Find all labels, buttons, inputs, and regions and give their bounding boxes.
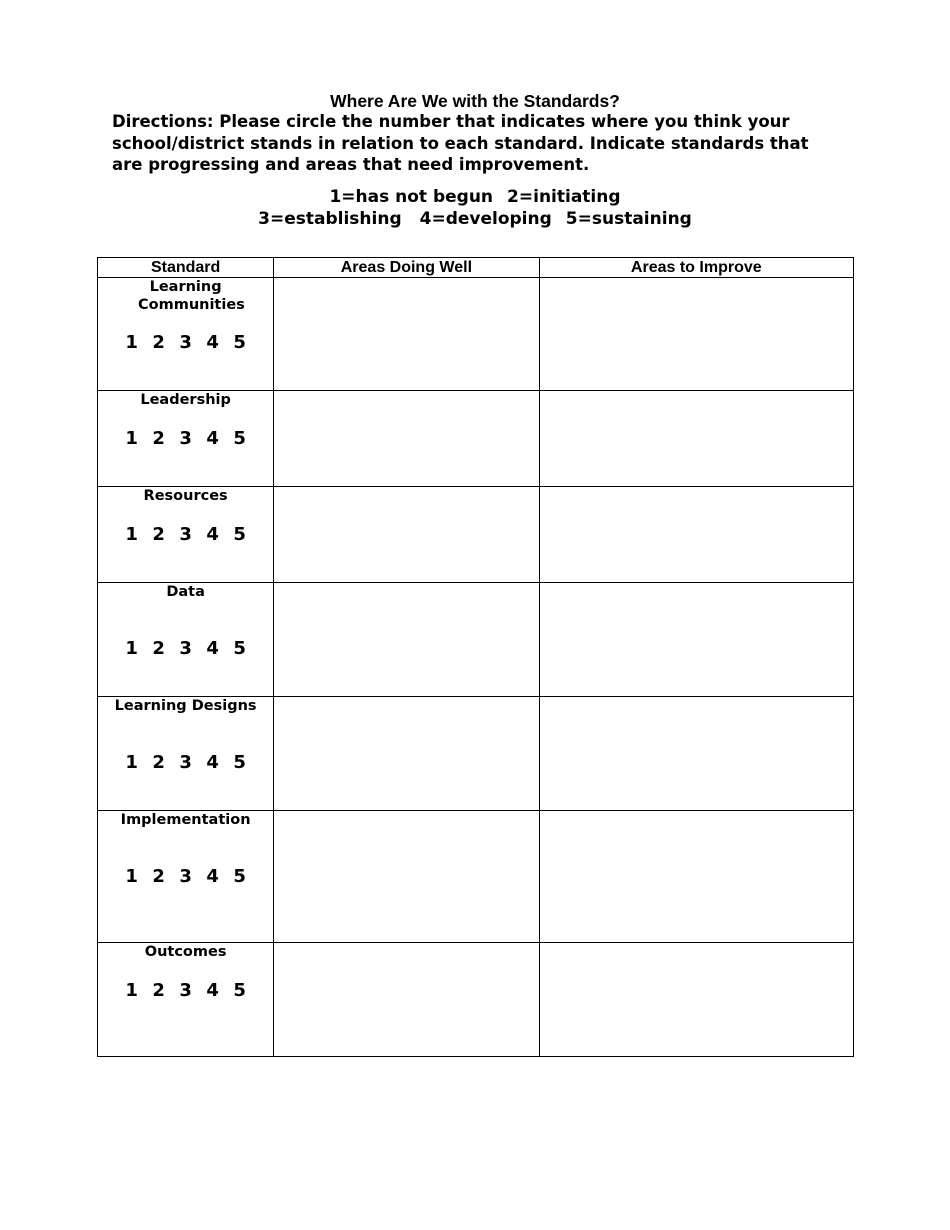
areas-doing-well-cell[interactable] [274, 583, 539, 697]
areas-to-improve-cell[interactable] [539, 811, 853, 943]
table-row [98, 943, 854, 1057]
rating-3[interactable]: 3 [179, 979, 192, 1001]
rating-3[interactable]: 3 [179, 637, 192, 659]
rating-4[interactable]: 4 [206, 751, 219, 773]
standard-cell [98, 391, 274, 487]
rating-5[interactable]: 5 [233, 979, 246, 1001]
standard-name: Leadership [140, 392, 231, 408]
areas-doing-well-cell[interactable] [274, 943, 539, 1057]
rating-4[interactable]: 4 [206, 979, 219, 1001]
rating-2[interactable]: 2 [152, 979, 165, 1001]
scale-line-1 [0, 186, 950, 208]
rating-4[interactable]: 4 [206, 427, 219, 449]
areas-to-improve-cell[interactable] [539, 391, 853, 487]
rating-options [98, 752, 273, 774]
standard-cell [98, 697, 274, 811]
rating-5[interactable]: 5 [233, 427, 246, 449]
rating-2[interactable]: 2 [152, 523, 165, 545]
standards-table [97, 257, 854, 1057]
areas-to-improve-cell[interactable] [539, 487, 853, 583]
table-row [98, 697, 854, 811]
rating-2[interactable]: 2 [152, 751, 165, 773]
scale-item-4: 4=developing [419, 209, 552, 229]
rating-5[interactable]: 5 [233, 865, 246, 887]
rating-1[interactable]: 1 [125, 523, 138, 545]
standard-cell [98, 943, 274, 1057]
standard-cell [98, 583, 274, 697]
rating-4[interactable]: 4 [206, 523, 219, 545]
table-row [98, 811, 854, 943]
standard-name: Implementation [120, 812, 251, 828]
rating-2[interactable]: 2 [152, 865, 165, 887]
rating-5[interactable]: 5 [233, 523, 246, 545]
rating-3[interactable]: 3 [179, 332, 192, 353]
areas-to-improve-cell[interactable] [539, 943, 853, 1057]
areas-to-improve-cell[interactable] [539, 278, 853, 391]
rating-1[interactable]: 1 [125, 427, 138, 449]
table-row [98, 487, 854, 583]
rating-options [98, 638, 273, 660]
scale-item-5: 5=sustaining [565, 209, 692, 229]
rating-options [98, 332, 273, 354]
rating-3[interactable]: 3 [179, 523, 192, 545]
areas-doing-well-cell[interactable] [274, 811, 539, 943]
rating-3[interactable]: 3 [179, 427, 192, 449]
table-row [98, 583, 854, 697]
rating-2[interactable]: 2 [152, 637, 165, 659]
rating-options [98, 980, 273, 1002]
rating-5[interactable]: 5 [233, 637, 246, 659]
header-areas-doing-well: Areas Doing Well [274, 258, 539, 278]
standard-name: Learning Communities [138, 279, 245, 313]
rating-2[interactable]: 2 [152, 427, 165, 449]
header-standard: Standard [98, 258, 274, 278]
rating-scale-legend [0, 186, 950, 230]
standard-cell [98, 811, 274, 943]
scale-item-2: 2=initiating [507, 187, 621, 207]
scale-item-3: 3=establishing [258, 209, 402, 229]
rating-3[interactable]: 3 [179, 751, 192, 773]
rating-5[interactable]: 5 [233, 332, 246, 353]
rating-1[interactable]: 1 [125, 637, 138, 659]
rating-1[interactable]: 1 [125, 865, 138, 887]
page-title: Where Are We with the Standards? [330, 91, 620, 111]
rating-options [98, 428, 273, 450]
standard-cell [98, 487, 274, 583]
areas-doing-well-cell[interactable] [274, 278, 539, 391]
scale-line-2 [0, 208, 950, 230]
table-header-row [98, 258, 854, 278]
areas-to-improve-cell[interactable] [539, 697, 853, 811]
standard-name: Data [166, 584, 205, 600]
directions-text: Directions: Please circle the number that indicates where you think your school/district stands in relation to each standard. Indicate standards that are progressing and areas that need improvement. [112, 112, 809, 174]
standard-name: Resources [143, 488, 228, 504]
header-areas-to-improve: Areas to Improve [539, 258, 853, 278]
rating-2[interactable]: 2 [152, 332, 165, 353]
areas-doing-well-cell[interactable] [274, 697, 539, 811]
rating-1[interactable]: 1 [125, 751, 138, 773]
rating-1[interactable]: 1 [125, 979, 138, 1001]
standard-name: Learning Designs [114, 698, 257, 714]
rating-4[interactable]: 4 [206, 865, 219, 887]
standard-name: Outcomes [144, 944, 227, 960]
rating-5[interactable]: 5 [233, 751, 246, 773]
rating-4[interactable]: 4 [206, 637, 219, 659]
areas-doing-well-cell[interactable] [274, 391, 539, 487]
rating-1[interactable]: 1 [125, 332, 138, 353]
table-row [98, 278, 854, 391]
table-row [98, 391, 854, 487]
rating-options [98, 866, 273, 888]
standard-cell [98, 278, 274, 391]
rating-options [98, 524, 273, 546]
rating-4[interactable]: 4 [206, 332, 219, 353]
rating-3[interactable]: 3 [179, 865, 192, 887]
scale-item-1: 1=has not begun [329, 187, 494, 207]
areas-doing-well-cell[interactable] [274, 487, 539, 583]
areas-to-improve-cell[interactable] [539, 583, 853, 697]
